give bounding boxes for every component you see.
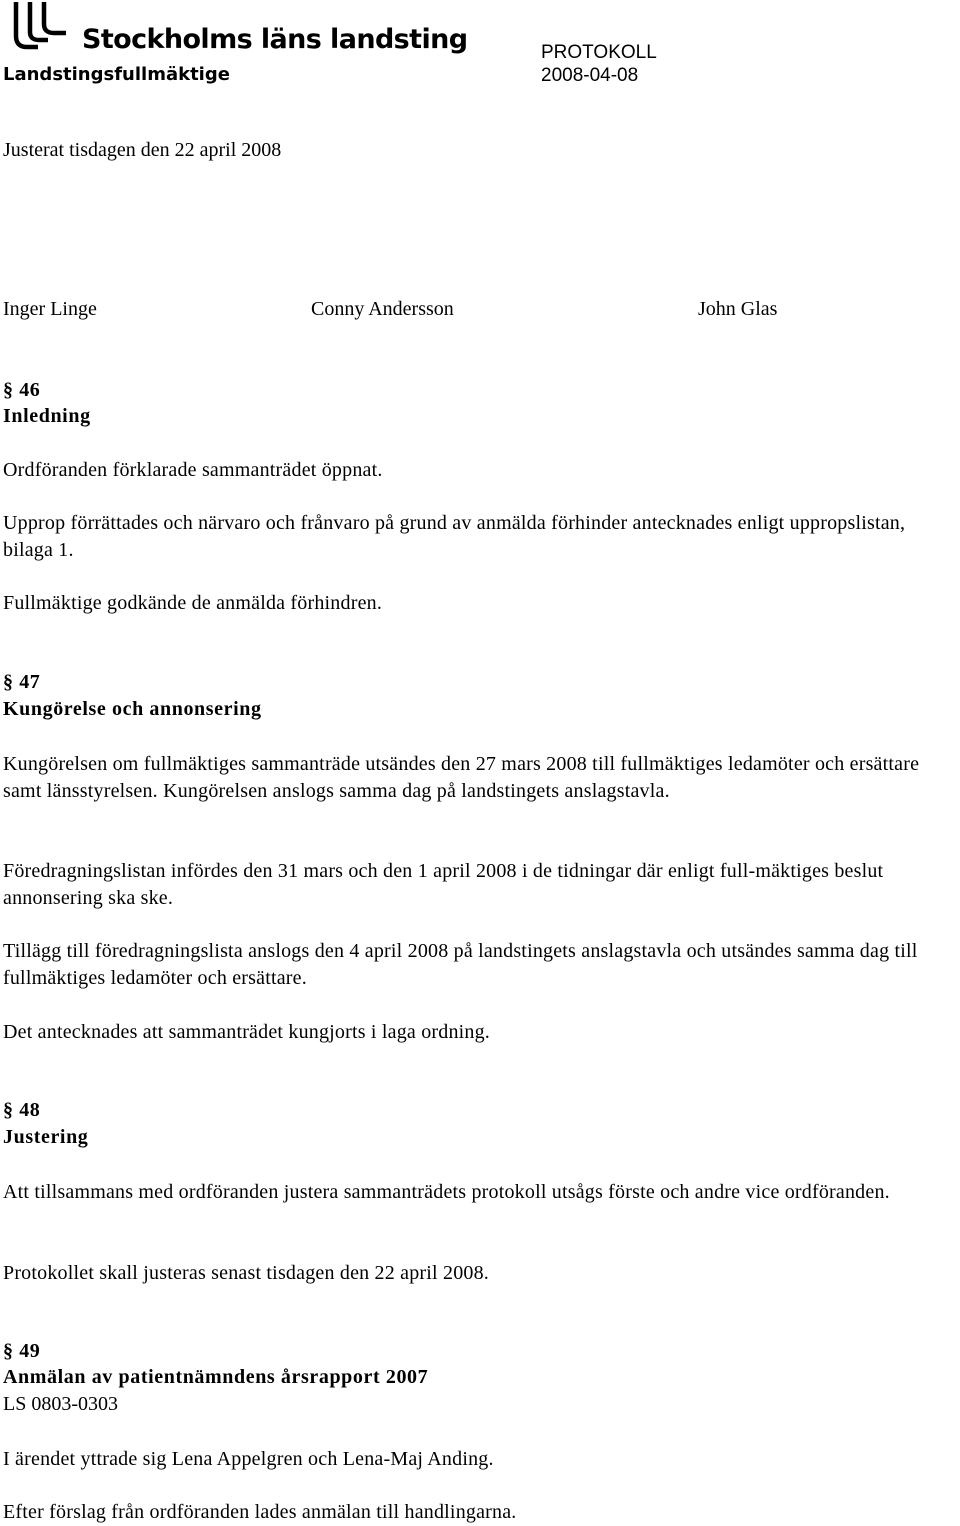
- section-46-paragraph-2: Upprop förrättades och närvaro och frånvaro på grund av anmälda förhinder antecknades enligt uppropslistan, bilaga 1.: [3, 512, 906, 561]
- section-46-number: § 46: [3, 379, 41, 401]
- section-49-reference: LS 0803-0303: [3, 1393, 118, 1415]
- document-date: 2008-04-08: [541, 65, 639, 86]
- section-49-number: § 49: [3, 1340, 41, 1362]
- section-48-number: § 48: [3, 1099, 41, 1121]
- section-49-paragraph-2: Efter förslag från ordföranden lades anmälan till handlingarna.: [3, 1501, 517, 1523]
- logo-wordmark: Stockholms läns landsting: [82, 24, 468, 55]
- section-49-paragraph-1: I ärendet yttrade sig Lena Appelgren och Lena-Maj Anding.: [3, 1448, 494, 1470]
- section-47-number: § 47: [3, 671, 41, 693]
- section-48-title: Justering: [3, 1126, 89, 1148]
- sll-logo-icon: [8, 0, 70, 50]
- section-46-title: Inledning: [3, 405, 91, 427]
- justerat-line: Justerat tisdagen den 22 april 2008: [3, 139, 282, 161]
- document-type: PROTOKOLL: [541, 42, 657, 63]
- section-47-paragraph-3: Tillägg till föredragningslista anslogs den 4 april 2008 på landstingets anslagstavla och utsändes samma dag till fullmäktiges ledamöter och ersättare.: [3, 940, 918, 989]
- section-46-paragraph-1: Ordföranden förklarade sammanträdet öppnat.: [3, 459, 383, 481]
- section-47-title: Kungörelse och annonsering: [3, 698, 262, 720]
- section-46-paragraph-3: Fullmäktige godkände de anmälda förhindren.: [3, 592, 383, 614]
- section-48-paragraph-1: Att tillsammans med ordföranden justera sammanträdets protokoll utsågs förste och andre vice ordföranden.: [3, 1181, 890, 1203]
- section-47-paragraph-2: Föredragningslistan infördes den 31 mars och den 1 april 2008 i de tidningar där enligt full-mäktiges beslut annonsering ska ske.: [3, 860, 884, 909]
- section-48-paragraph-2: Protokollet skall justeras senast tisdagen den 22 april 2008.: [3, 1262, 490, 1284]
- organization-name: Landstingsfullmäktige: [3, 64, 230, 85]
- signatory-3: John Glas: [698, 298, 778, 320]
- section-49-title: Anmälan av patientnämndens årsrapport 2007: [3, 1366, 429, 1388]
- section-47-paragraph-1: Kungörelsen om fullmäktiges sammanträde utsändes den 27 mars 2008 till fullmäktiges ledamöter och ersättare samt länsstyrelsen. Kungörelsen anslogs samma dag på landstingets anslagstavla.: [3, 753, 920, 802]
- section-47-paragraph-4: Det antecknades att sammanträdet kungjorts i laga ordning.: [3, 1021, 491, 1043]
- signatory-1: Inger Linge: [3, 298, 97, 320]
- signatory-2: Conny Andersson: [311, 298, 454, 320]
